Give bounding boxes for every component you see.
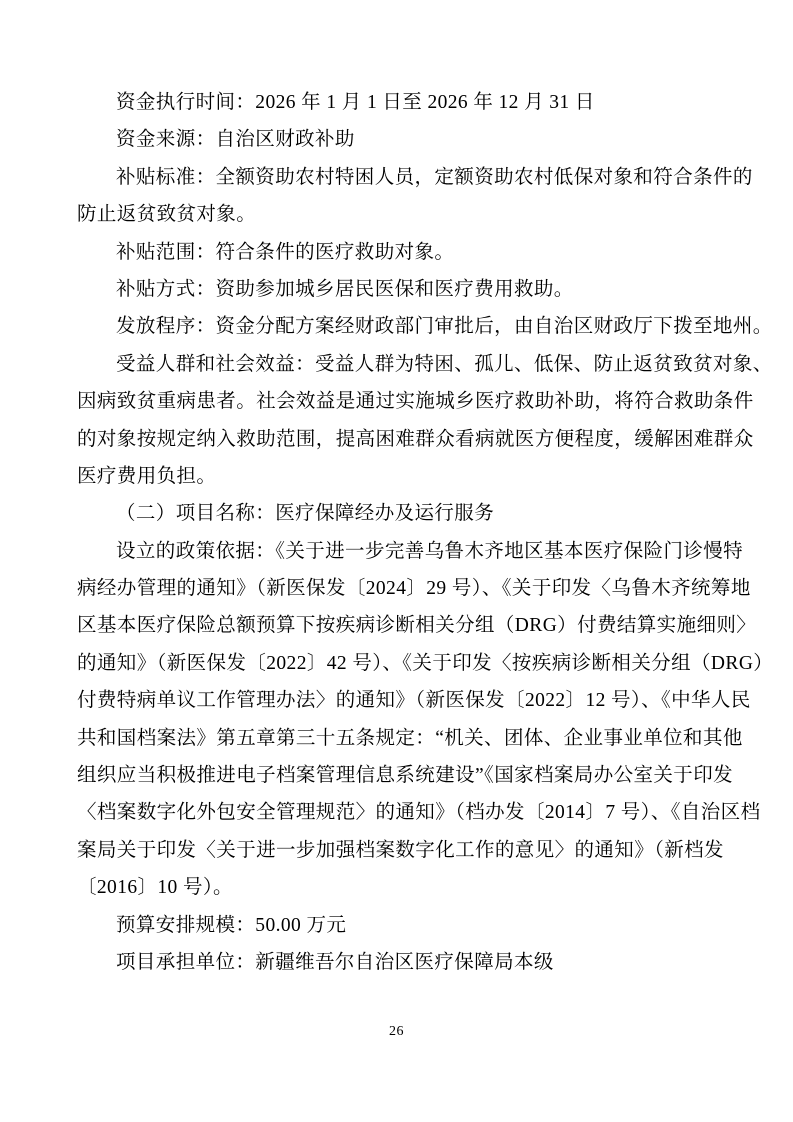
text-line: 的对象按规定纳入救助范围，提高困难群众看病就医方便程度，缓解困难群众	[77, 428, 754, 450]
text-line: 设立的政策依据：《关于进一步完善乌鲁木齐地区基本医疗保险门诊慢特	[116, 540, 744, 562]
text-line: 因病致贫重病患者。社会效益是通过实施城乡医疗救助补助，将符合救助条件	[77, 391, 754, 413]
text-line: 补贴范围：符合条件的医疗救助对象。	[116, 241, 455, 263]
text-line: （二）项目名称：医疗保障经办及运行服务	[116, 503, 495, 525]
text-line: 〈档案数字化外包安全管理规范〉的通知》（档办发〔2014〕7 号）、《自治区档	[77, 802, 761, 824]
text-line: 防止返贫致贫对象。	[77, 204, 257, 226]
text-line: 病经办管理的通知》（新医保发〔2024〕29 号）、《关于印发〈乌鲁木齐统筹地	[77, 578, 751, 600]
page-footer	[0, 1022, 793, 1040]
text-line: 〔2016〕10 号）。	[77, 877, 233, 899]
page-number: 26	[389, 1024, 404, 1039]
text-line: 组织应当积极推进电子档案管理信息系统建设”《国家档案局办公室关于印发	[77, 765, 734, 787]
document-body	[77, 84, 774, 981]
text-line: 区基本医疗保险总额预算下按疾病诊断相关分组（DRG）付费结算实施细则〉	[77, 615, 757, 637]
text-line: 医疗费用负担。	[77, 465, 217, 487]
text-line: 共和国档案法》第五章第三十五条规定：“机关、团体、企业事业单位和其他	[77, 727, 743, 749]
text-line: 预算安排规模：50.00 万元	[116, 914, 347, 936]
text-line: 受益人群和社会效益：受益人群为特困、孤儿、低保、防止返贫致贫对象、	[116, 353, 773, 375]
text-line: 资金执行时间：2026 年 1 月 1 日至 2026 年 12 月 31 日	[116, 92, 595, 113]
text-line: 补贴方式：资助参加城乡居民医保和医疗费用救助。	[116, 278, 574, 300]
text-line: 的通知》（新医保发〔2022〕42 号）、《关于印发〈按疾病诊断相关分组（DRG）	[77, 652, 774, 674]
text-line: 案局关于印发〈关于进一步加强档案数字化工作的意见〉的通知》（新档发	[77, 839, 724, 861]
text-line: 项目承担单位：新疆维吾尔自治区医疗保障局本级	[116, 951, 554, 973]
text-line: 补贴标准：全额资助农村特困人员，定额资助农村低保对象和符合条件的	[116, 166, 753, 188]
text-line: 发放程序：资金分配方案经财政部门审批后，由自治区财政厅下拨至地州。	[116, 316, 773, 338]
text-line: 付费特病单议工作管理办法〉的通知》（新医保发〔2022〕12 号）、《中华人民	[77, 690, 751, 712]
text-line: 资金来源：自治区财政补助	[116, 129, 355, 151]
